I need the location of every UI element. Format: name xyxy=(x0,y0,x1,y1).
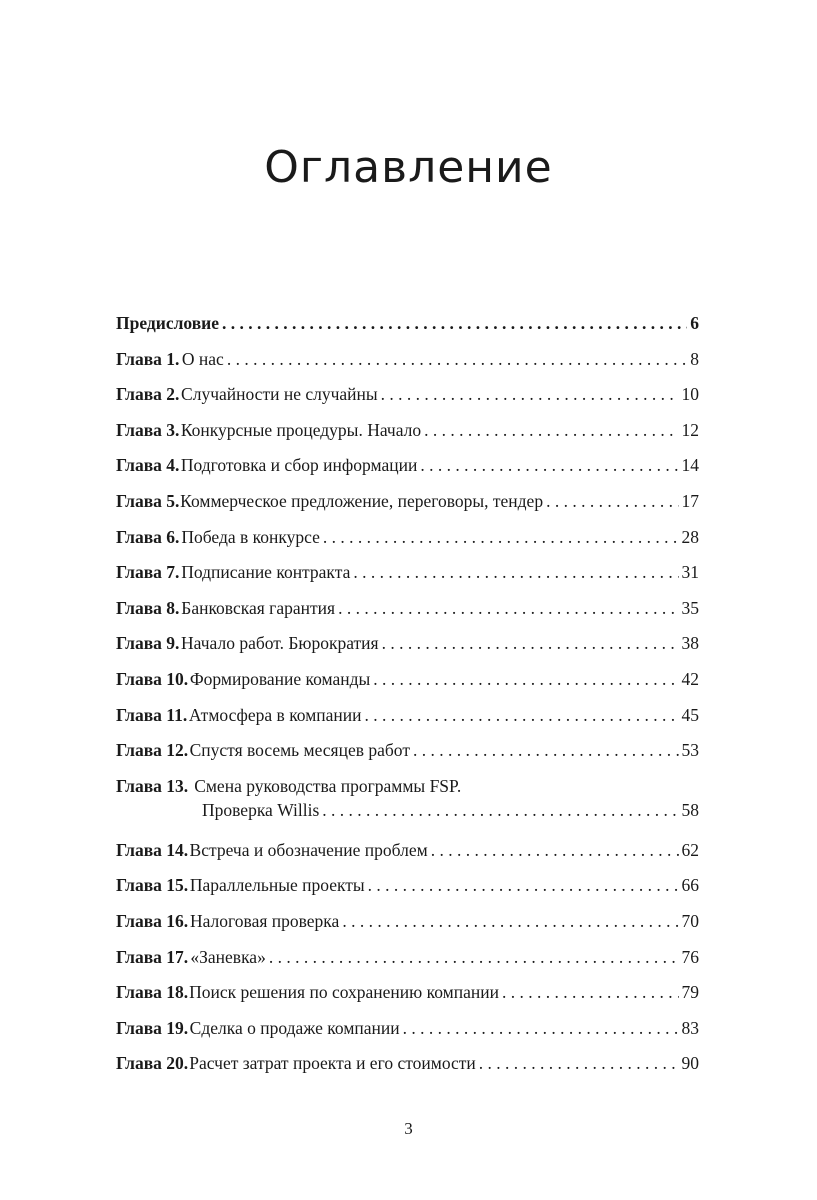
toc-entry-label: Глава 20. xyxy=(116,1053,189,1074)
toc-entry-label: Глава 4. xyxy=(116,455,180,476)
toc-entry-label: Глава 10. xyxy=(116,668,189,689)
toc-entry-title: Коммерческое предложение, переговоры, тендер xyxy=(180,490,544,511)
toc-entry-page: 83 xyxy=(681,1017,699,1038)
toc-entry-title: Смена руководства программы FSP. xyxy=(194,775,462,796)
toc-entry xyxy=(116,703,699,739)
dot-leader xyxy=(342,909,678,933)
dot-leader xyxy=(227,347,687,371)
toc-entry xyxy=(116,774,699,838)
toc-entry-title: Случайности не случайны xyxy=(181,384,378,405)
toc-entry-title: Банковская гарантия xyxy=(181,597,336,618)
toc-entry-page: 62 xyxy=(681,839,699,860)
toc-entry xyxy=(116,667,699,703)
toc-entry xyxy=(116,525,699,561)
toc-entry-title: Сделка о продаже компании xyxy=(189,1017,400,1038)
toc-entry-page: 45 xyxy=(681,704,699,725)
toc-entry-title-continued: Проверка Willis xyxy=(202,799,320,820)
toc-entry-title: Начало работ. Бюрократия xyxy=(181,633,379,654)
toc-entry xyxy=(116,418,699,454)
toc-entry-page: 14 xyxy=(681,455,699,476)
toc-entry-page: 17 xyxy=(681,490,699,511)
toc-entry-title: Налоговая проверка xyxy=(190,910,340,931)
toc-entry-page: 8 xyxy=(690,348,699,369)
toc-entry-label: Глава 16. xyxy=(116,910,189,931)
dot-leader xyxy=(365,703,679,727)
dot-leader xyxy=(424,418,678,442)
toc-entry-title: Атмосфера в компании xyxy=(188,704,362,725)
toc-entry-title: Конкурсные процедуры. Начало xyxy=(180,419,422,440)
toc-entry-label: Глава 17. xyxy=(116,946,189,967)
toc-entry-label: Глава 12. xyxy=(116,740,189,761)
toc-entry-label: Предисловие xyxy=(116,313,220,333)
toc-entry-label: Глава 8. xyxy=(116,597,180,618)
toc-entry-label: Глава 14. xyxy=(116,839,189,860)
toc-entry-title: «Заневка» xyxy=(190,946,266,967)
toc-entry xyxy=(116,909,699,945)
dot-leader xyxy=(546,489,678,513)
toc-entry-page: 38 xyxy=(681,633,699,654)
dot-leader xyxy=(413,738,679,762)
toc-entry-page: 90 xyxy=(681,1053,699,1074)
toc-entry-label: Глава 18. xyxy=(116,982,189,1003)
dot-leader xyxy=(323,525,679,549)
dot-leader xyxy=(322,798,678,822)
dot-leader xyxy=(269,945,679,969)
toc-entry-title: Спустя восемь месяцев работ xyxy=(189,740,410,761)
dot-leader xyxy=(353,560,678,584)
toc-entry xyxy=(116,596,699,632)
toc-entry-label: Глава 7. xyxy=(116,562,180,583)
toc-entry xyxy=(116,489,699,525)
toc-entry-page: 70 xyxy=(681,910,699,931)
table-of-contents xyxy=(116,311,699,1087)
toc-entry-page: 6 xyxy=(690,313,699,333)
toc-entry-label: Глава 19. xyxy=(116,1017,189,1038)
dot-leader xyxy=(368,873,679,897)
dot-leader xyxy=(222,311,687,335)
toc-entry xyxy=(116,838,699,874)
toc-entry-page: 66 xyxy=(681,875,699,896)
toc-entry-label: Глава 15. xyxy=(116,875,189,896)
toc-entry-label: Глава 9. xyxy=(116,633,180,654)
dot-leader xyxy=(420,453,678,477)
page-title: Оглавление xyxy=(264,142,553,193)
toc-entry xyxy=(116,631,699,667)
toc-entry-label: Глава 13. xyxy=(116,775,189,796)
toc-entry-title: Подписание контракта xyxy=(181,562,351,583)
toc-entry xyxy=(116,311,699,347)
toc-entry-page: 35 xyxy=(681,597,699,618)
toc-entry-title: Формирование команды xyxy=(189,668,371,689)
toc-entry-title: Победа в конкурсе xyxy=(181,526,320,547)
dot-leader xyxy=(373,667,678,691)
toc-entry-label: Глава 1. xyxy=(116,348,180,369)
toc-entry xyxy=(116,560,699,596)
dot-leader xyxy=(403,1016,679,1040)
toc-entry xyxy=(116,980,699,1016)
toc-entry-title: Поиск решения по сохранению компании xyxy=(189,982,499,1003)
toc-entry xyxy=(116,1051,699,1087)
toc-entry-label: Глава 5. xyxy=(116,490,180,511)
dot-leader xyxy=(502,980,679,1004)
toc-entry-label: Глава 2. xyxy=(116,384,180,405)
toc-entry-label: Глава 3. xyxy=(116,419,180,440)
dot-leader xyxy=(382,631,679,655)
toc-entry-label: Глава 6. xyxy=(116,526,180,547)
toc-entry-title: Параллельные проекты xyxy=(189,875,365,896)
dot-leader xyxy=(338,596,678,620)
toc-entry xyxy=(116,738,699,774)
toc-entry-title: Подготовка и сбор информации xyxy=(180,455,418,476)
toc-entry xyxy=(116,873,699,909)
toc-entry xyxy=(116,945,699,981)
toc-entry-label: Глава 11. xyxy=(116,704,188,725)
toc-entry xyxy=(116,347,699,383)
toc-entry-title: Встреча и обозначение проблем xyxy=(189,839,428,860)
toc-entry-page: 10 xyxy=(681,384,699,405)
toc-entry-page: 31 xyxy=(681,562,699,583)
toc-entry-page: 53 xyxy=(681,740,699,761)
toc-entry-title: Расчет затрат проекта и его стоимости xyxy=(189,1053,476,1074)
dot-leader xyxy=(381,382,679,406)
toc-entry-page: 58 xyxy=(681,799,699,820)
dot-leader xyxy=(431,838,679,862)
page-number: 3 xyxy=(404,1119,413,1138)
toc-entry-page: 42 xyxy=(681,668,699,689)
dot-leader xyxy=(479,1051,679,1075)
toc-entry-page: 28 xyxy=(681,526,699,547)
toc-entry-page: 79 xyxy=(681,982,699,1003)
toc-entry xyxy=(116,1016,699,1052)
toc-entry-page: 12 xyxy=(681,419,699,440)
toc-entry xyxy=(116,382,699,418)
toc-entry-page: 76 xyxy=(681,946,699,967)
toc-entry-title: О нас xyxy=(181,348,224,369)
toc-entry xyxy=(116,453,699,489)
